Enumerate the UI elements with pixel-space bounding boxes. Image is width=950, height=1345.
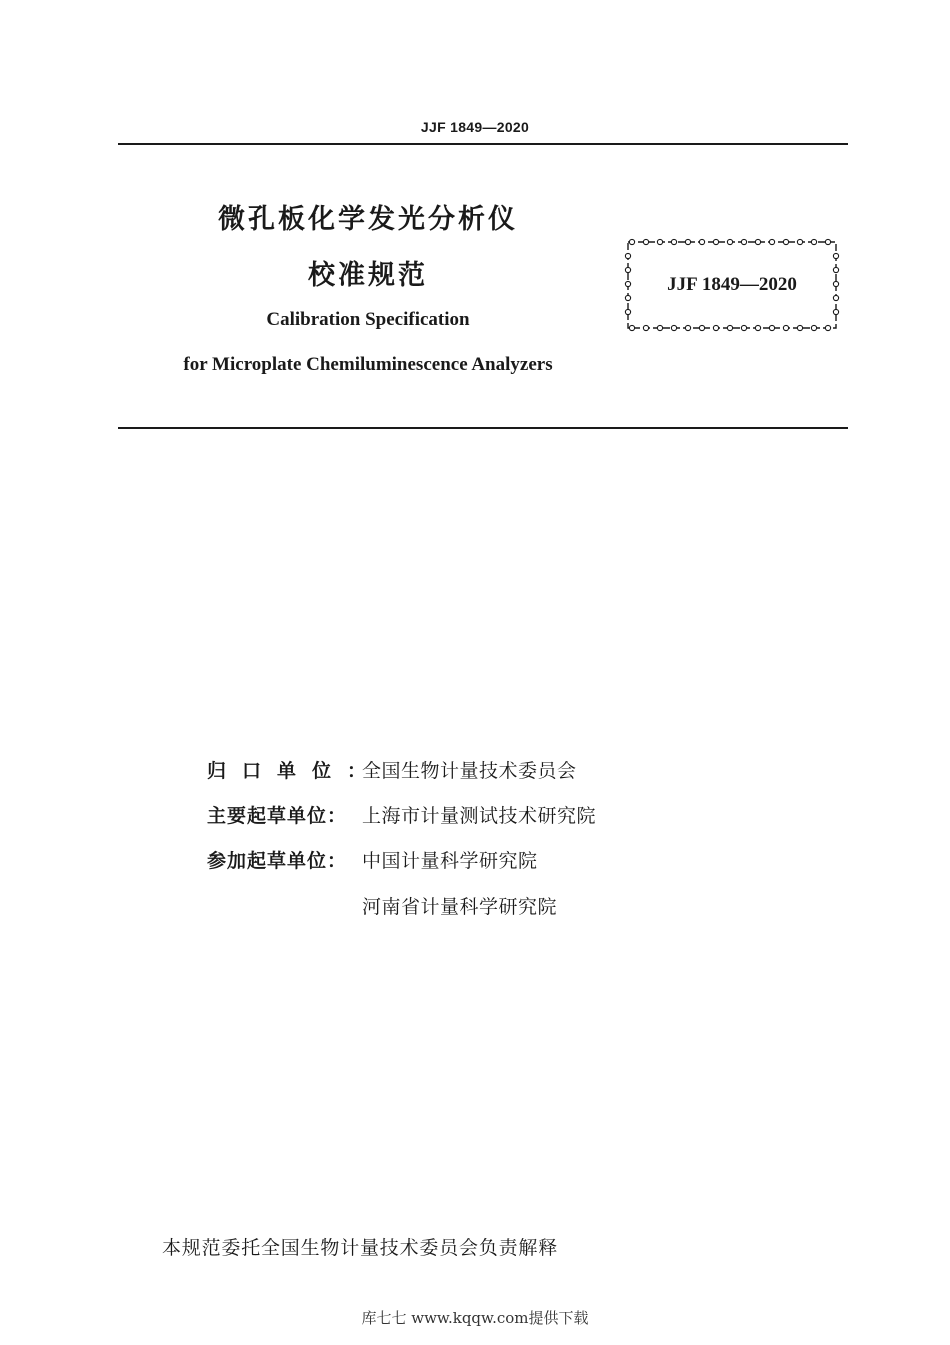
top-rule — [118, 143, 848, 145]
border-bead — [713, 325, 718, 330]
org-label-participating-drafter: 参加起草单位： — [207, 850, 348, 872]
border-bead — [699, 239, 704, 244]
border-bead — [755, 325, 760, 330]
border-bead — [833, 309, 838, 314]
border-bead — [769, 325, 774, 330]
border-bead — [625, 267, 630, 272]
bottom-rule — [118, 427, 848, 429]
border-bead — [671, 325, 676, 330]
org-label-main-drafter: 主要起草单位： — [207, 805, 348, 827]
border-bead — [783, 325, 788, 330]
border-bead — [629, 239, 634, 244]
border-bead — [833, 253, 838, 258]
download-footer: 库七七 www.kqqw.com提供下载 — [361, 1309, 589, 1327]
border-bead — [741, 239, 746, 244]
border-bead — [811, 325, 816, 330]
border-bead — [643, 325, 648, 330]
code-box-text: JJF 1849—2020 — [667, 274, 797, 295]
border-bead — [657, 325, 662, 330]
border-bead — [811, 239, 816, 244]
title-en-line1: Calibration Specification — [266, 309, 470, 330]
border-bead — [833, 267, 838, 272]
border-bead — [797, 325, 802, 330]
border-bead — [769, 239, 774, 244]
border-bead — [713, 239, 718, 244]
border-bead — [755, 239, 760, 244]
org-value-responsible: 全国生物计量技术委员会 — [362, 760, 577, 782]
border-bead — [699, 325, 704, 330]
border-bead — [783, 239, 788, 244]
border-bead — [685, 325, 690, 330]
org-value-main-drafter: 上海市计量测试技术研究院 — [362, 805, 597, 827]
border-bead — [825, 325, 830, 330]
title-cn-line2: 校准规范 — [308, 260, 428, 291]
border-bead — [657, 239, 662, 244]
header-code: JJF 1849—2020 — [420, 119, 530, 135]
org-label-responsible: 归口单位： — [207, 760, 383, 782]
org-value-participating-drafter-2: 河南省计量科学研究院 — [362, 896, 558, 918]
border-bead — [727, 239, 732, 244]
interpretation-note: 本规范委托全国生物计量技术委员会负责解释 — [162, 1237, 559, 1259]
border-bead — [833, 295, 838, 300]
org-value-participating-drafter: 中国计量科学研究院 — [362, 850, 538, 872]
title-en-line2: for Microplate Chemiluminescence Analyzers — [183, 354, 553, 375]
border-bead — [825, 239, 830, 244]
border-bead — [671, 239, 676, 244]
code-box — [622, 236, 842, 334]
border-bead — [625, 309, 630, 314]
border-bead — [741, 325, 746, 330]
title-cn-line1: 微孔板化学发光分析仪 — [218, 204, 518, 235]
border-bead — [625, 295, 630, 300]
border-bead — [625, 253, 630, 258]
border-bead — [643, 239, 648, 244]
border-bead — [797, 239, 802, 244]
border-bead — [727, 325, 732, 330]
border-bead — [685, 239, 690, 244]
border-bead — [629, 325, 634, 330]
